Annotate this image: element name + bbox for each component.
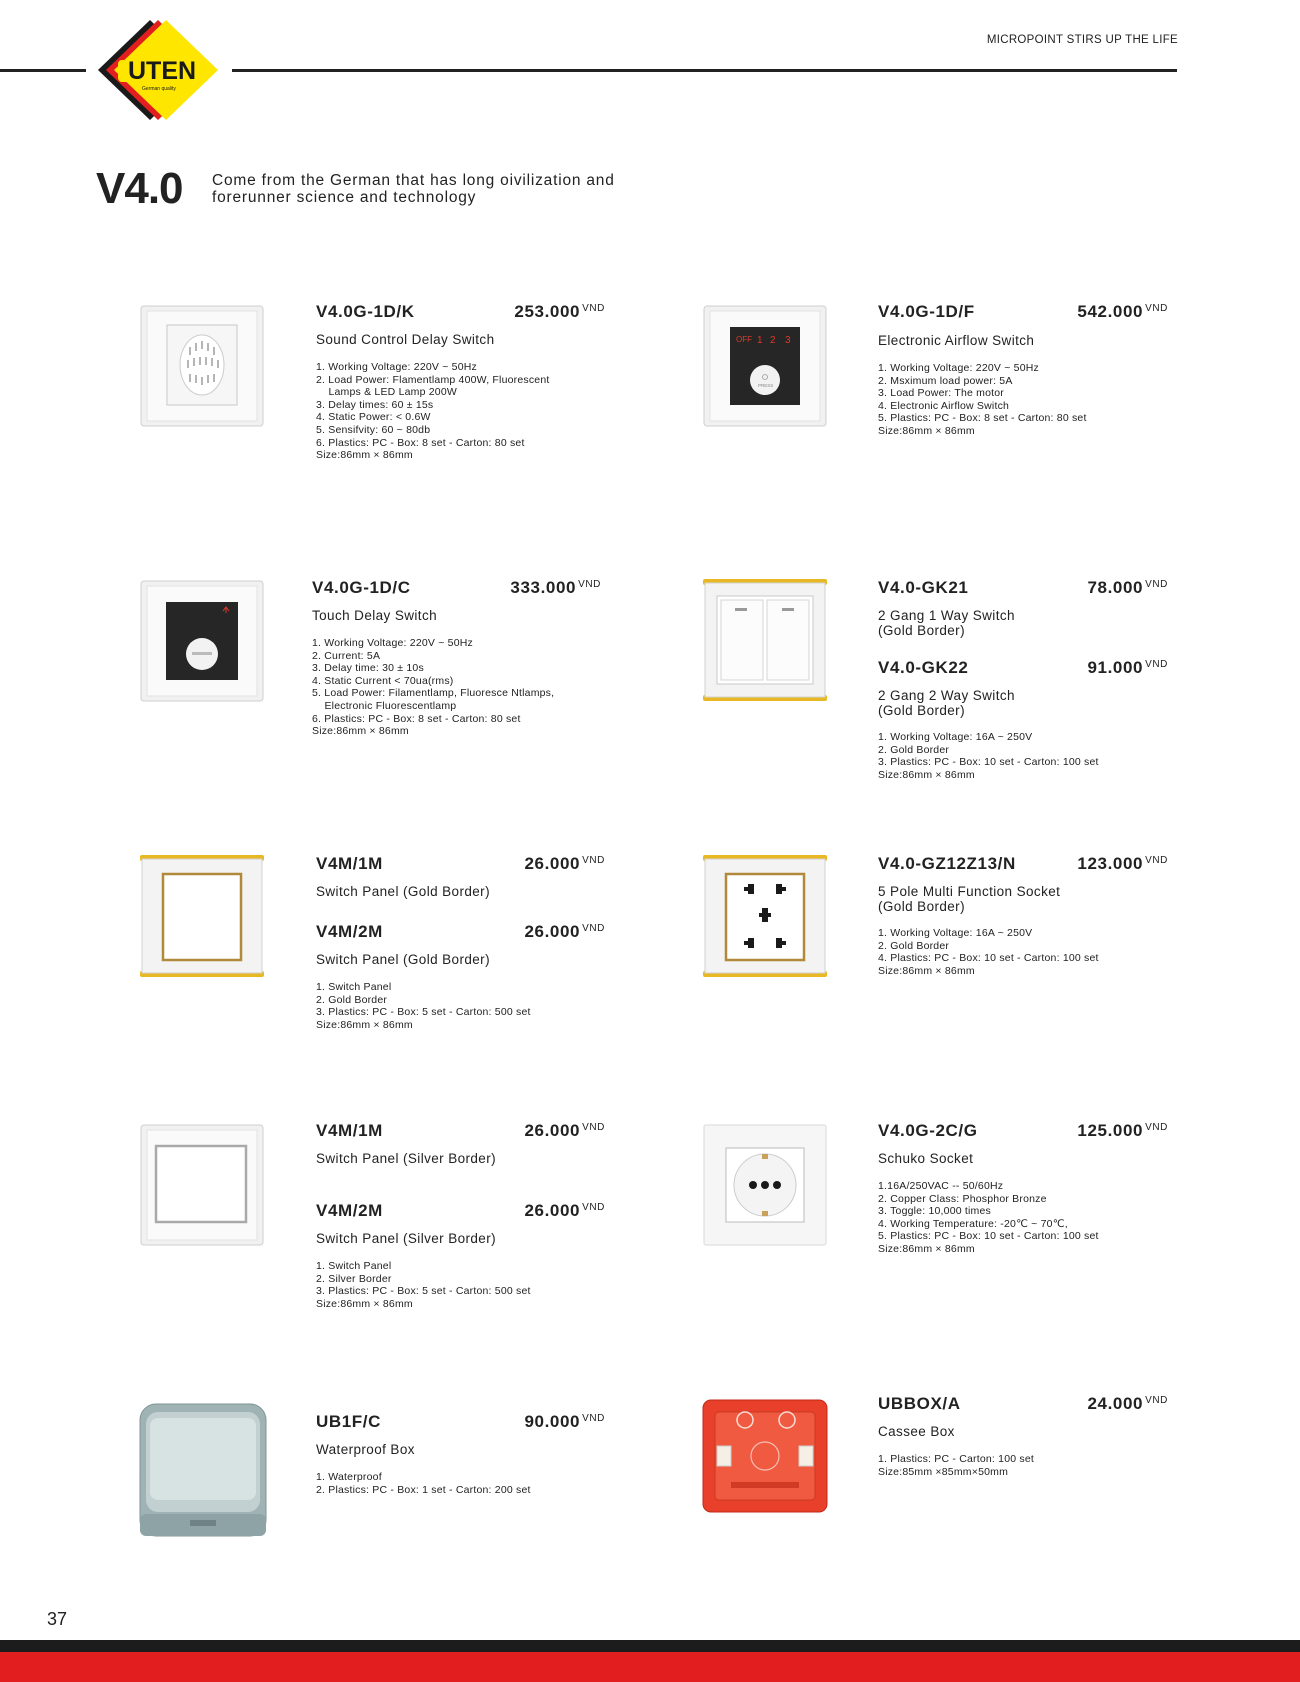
cassee-box-image [701,1398,829,1514]
two-gang-switch-image [703,578,827,702]
currency-label: VND [582,1413,605,1424]
waterproof-box-image [136,1402,270,1540]
sound-switch-image [140,305,264,427]
currency-label: VND [578,579,601,590]
logo-subtitle: German quality [142,86,176,92]
multi-socket-image [703,854,827,978]
header-rule-left [0,69,86,72]
product-price: 253.000 $^{VND}$ [514,302,605,321]
product-price-variant: 91.000 $^{VND}$ [1087,658,1168,677]
product-description: Electronic Airflow Switch [878,333,1035,348]
product-price: 333.000 $^{VND}$ [510,578,601,597]
product-code: V4.0-GZ12Z13/N [878,854,1016,873]
product-specs: 1. Working Voltage: 220V ~ 50Hz 2. Msximum load power: 5A 3. Load Power: The motor 4. Electronic Airflow Switch 5. Plastics: PC - Box: 8 set - Carton: 80 set Size:86mm × 86mm [878,362,1087,437]
product-code-variant: V4M/2M [316,1201,383,1220]
page-number: 37 [47,1609,68,1629]
product-code: UB1F/C [316,1412,381,1431]
currency-label: VND [582,923,605,934]
airflow-switch-image [703,305,827,427]
series-title: V4.0 [96,164,183,213]
product-price: 90.000 $^{VND}$ [524,1412,605,1431]
product-description-variant: Switch Panel (Gold Border) [316,952,490,967]
airflow-speed-3: 3 [785,335,791,346]
currency-label: VND [582,1122,605,1133]
product-specs: 1. Switch Panel 2. Silver Border 3. Plastics: PC - Box: 5 set - Carton: 500 set Size:86mm × 86mm [316,1260,531,1310]
product-specs: 1. Working Voltage: 16A ~ 250V 2. Gold Border 4. Plastics: PC - Box: 10 set - Carton: 100 set Size:86mm × 86mm [878,927,1099,977]
product-code: UBBOX/A [878,1394,961,1413]
product-specs: 1. Switch Panel 2. Gold Border 3. Plastics: PC - Box: 5 set - Carton: 500 set Size:86mm × 86mm [316,981,531,1031]
product-specs: 1. Working Voltage: 220V ~ 50Hz 2. Load Power: Flamentlamp 400W, Fluorescent Lamps & LED Lamp 200W 3. Delay times: 60 ± 15s 4. Static Power: < 0.6W 5. Sensifvity: 60 ~ 80db 6. Plastics: PC - Box: 8 set - Carton: 80 set Size:86mm × 86mm [316,361,550,462]
series-intro: Come from the German that has long oivilization and forerunner science and technology [212,172,615,206]
header-rule-right [232,69,1177,72]
currency-label: VND [582,303,605,314]
product-code-variant: V4M/2M [316,922,383,941]
product-description: Waterproof Box [316,1442,415,1457]
product-code-variant: V4.0-GK22 [878,658,969,677]
product-price: 24.000 $^{VND}$ [1087,1394,1168,1413]
gold-panel-image [140,854,264,978]
product-code: V4.0G-1D/C [312,578,411,597]
product-price: 123.000 $^{VND}$ [1077,854,1168,873]
currency-label: VND [1145,1122,1168,1133]
product-specs: 1. Working Voltage: 16A ~ 250V 2. Gold Border 3. Plastics: PC - Box: 10 set - Carton: 100 set Size:86mm × 86mm [878,731,1099,781]
product-description-variant: Switch Panel (Silver Border) [316,1231,497,1246]
header-tagline: MICROPOINT STIRS UP THE LIFE [986,34,1178,46]
product-code: V4M/1M [316,854,383,873]
product-price-variant: 26.000 $^{VND}$ [524,922,605,941]
currency-label: VND [1145,1395,1168,1406]
product-description: Touch Delay Switch [312,608,438,623]
product-price: 26.000 $^{VND}$ [524,1121,605,1140]
product-price: 26.000 $^{VND}$ [524,854,605,873]
airflow-speed-2: 2 [770,335,776,346]
schuko-socket-image [703,1124,827,1246]
product-code: V4.0G-2C/G [878,1121,978,1140]
product-price: 542.000 $^{VND}$ [1077,302,1168,321]
touch-switch-image [140,580,264,702]
product-price: 78.000 $^{VND}$ [1087,578,1168,597]
footer-band-red [0,1652,1300,1682]
product-specs: 1. Plastics: PC - Carton: 100 set Size:85mm ×85mm×50mm [878,1453,1034,1478]
silver-panel-image [140,1124,264,1246]
product-description-variant: 2 Gang 2 Way Switch (Gold Border) [878,688,1015,718]
footer-band-dark [0,1640,1300,1652]
currency-label: VND [1145,659,1168,670]
product-specs: 1. Working Voltage: 220V ~ 50Hz 2. Current: 5A 3. Delay time: 30 ± 10s 4. Static Current < 70ua(rms) 5. Load Power: Filamentlamp, Fluoresce Ntlamps, Electronic Fluorescentlamp 6. Plastics: PC - Box: 8 set - Carton: 80 set Size:86mm × 86mm [312,637,555,738]
airflow-press-label: PRESS [758,383,774,388]
product-description: 5 Pole Multi Function Socket (Gold Border) [878,884,1061,914]
product-code: V4.0G-1D/K [316,302,415,321]
product-code: V4M/1M [316,1121,383,1140]
product-specs: 1.16A/250VAC -- 50/60Hz 2. Copper Class: Phosphor Bronze 3. Toggle: 10,000 times 4. Working Temperature: -20℃ ~ 70℃, 5. Plastics: PC - Box: 10 set - Carton: 100 set Size:86mm × 86mm [878,1180,1099,1255]
product-description: Sound Control Delay Switch [316,332,495,347]
currency-label: VND [1145,579,1168,590]
product-price: 125.000 $^{VND}$ [1077,1121,1168,1140]
currency-label: VND [1145,855,1168,866]
airflow-speed-1: 1 [757,335,763,346]
logo-wordmark: UTEN [128,57,197,85]
currency-label: VND [1145,303,1168,314]
product-specs: 1. Waterproof 2. Plastics: PC - Box: 1 set - Carton: 200 set [316,1471,531,1496]
uten-logo [90,18,220,123]
product-description: Schuko Socket [878,1151,974,1166]
product-code: V4.0G-1D/F [878,302,975,321]
product-price-variant: 26.000 $^{VND}$ [524,1201,605,1220]
product-description: Switch Panel (Gold Border) [316,884,490,899]
currency-label: VND [582,855,605,866]
product-description: 2 Gang 1 Way Switch (Gold Border) [878,608,1015,638]
airflow-off-label: OFF [736,335,752,344]
product-description: Cassee Box [878,1424,955,1439]
product-description: Switch Panel (Silver Border) [316,1151,497,1166]
product-code: V4.0-GK21 [878,578,969,597]
currency-label: VND [582,1202,605,1213]
